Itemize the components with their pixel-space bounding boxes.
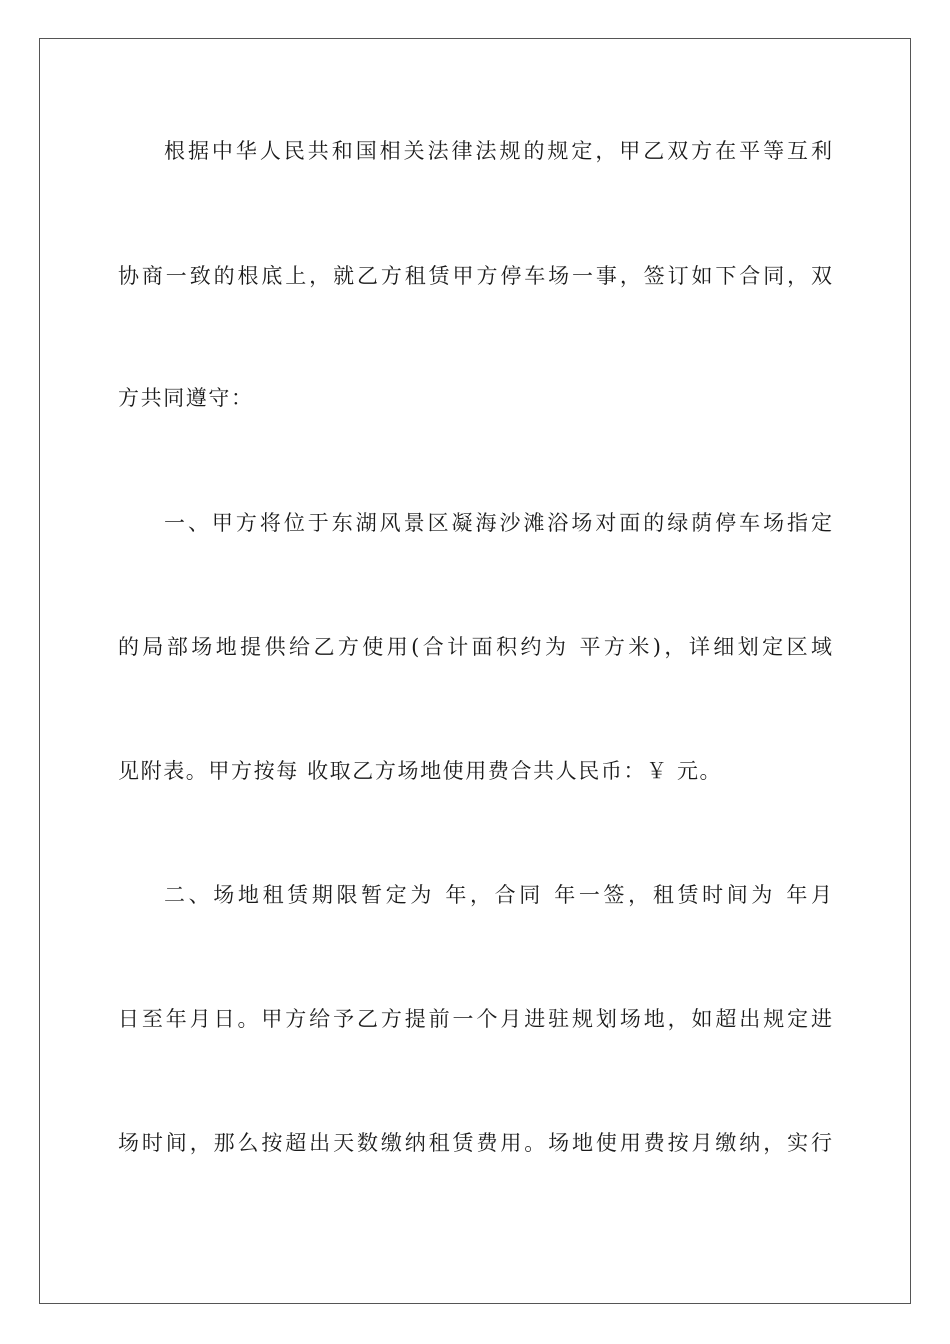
paragraph-1-line-3: 方共同遵守： [118, 386, 254, 410]
paragraph-1-line-2: 协商一致的根底上，就乙方租赁甲方停车场一事，签订如下合同，双 [118, 264, 832, 288]
clause-2-line-1: 二、场地租赁期限暂定为 年，合同 年一签，租赁时间为 年月 [164, 883, 832, 907]
clause-1-line-1: 一、甲方将位于东湖风景区凝海沙滩浴场对面的绿荫停车场指定 [164, 511, 832, 535]
clause-1-line-3: 见附表。甲方按每 收取乙方场地使用费合共人民币：￥ 元。 [118, 759, 723, 783]
clause-2-line-3: 场时间，那么按超出天数缴纳租赁费用。场地使用费按月缴纳，实行 [118, 1131, 832, 1155]
paragraph-1-line-1: 根据中华人民共和国相关法律法规的规定，甲乙双方在平等互利 [164, 139, 832, 163]
clause-2-line-2: 日至年月日。甲方给予乙方提前一个月进驻规划场地，如超出规定进 [118, 1007, 832, 1031]
clause-1-line-2: 的局部场地提供给乙方使用(合计面积约为 平方米)，详细划定区域 [118, 635, 832, 659]
page-border [39, 38, 911, 1304]
